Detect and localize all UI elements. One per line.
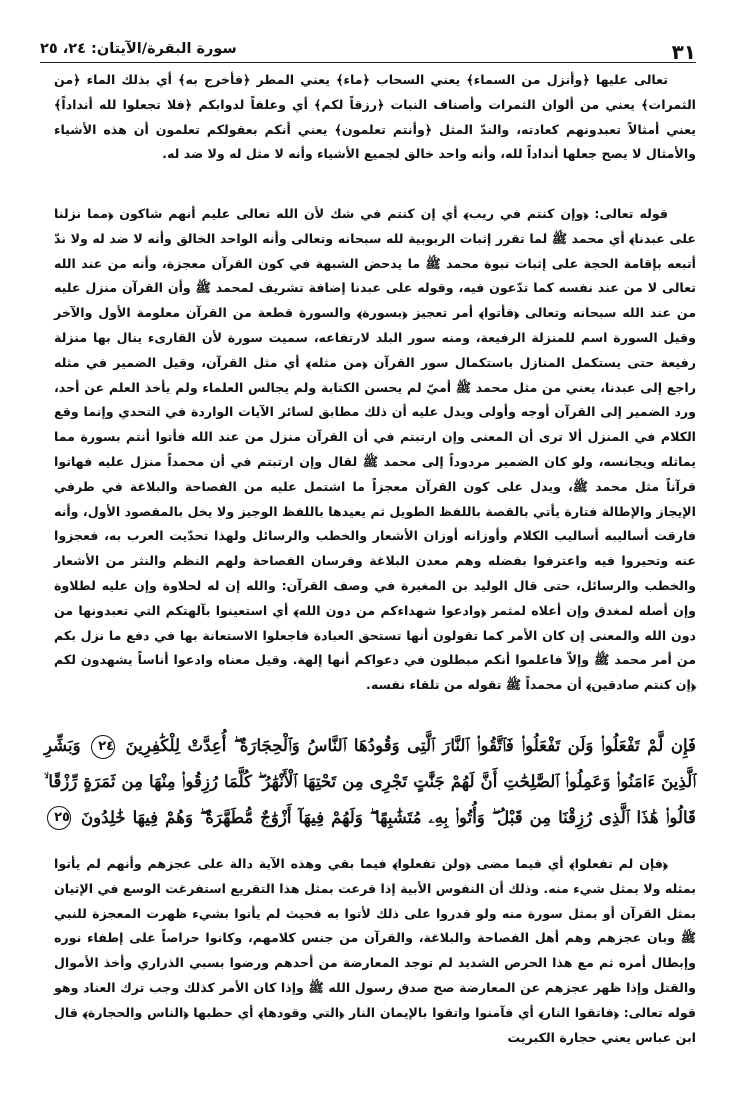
surah-title: سورة البقرة/الآيتان: ٢٤، ٢٥ bbox=[40, 41, 237, 57]
paragraph-verse-24: ﴿فإن لم تفعلوا﴾ أي فيما مضى ﴿ولن تفعلوا﴾ فيما بقي وهذه الآية دالة على عجزهم وأنهم لم يأتوا بمثله ولا بمثل شيء منه. وذلك أن النفوس الأبية إذا قرعت بمثل هذا التقريع استفرغت الوسع في الإتيان بمثل القرآن أو بمثل سورة منه ولو قدروا على ذلك لأتوا به فحيث لم يأتوا بشيء ظهرت المعجزة للنبي ﷺ وبان عجزهم وهم أهل الفصاحة والبلاغة، والقرآن من جنس كلامهم، وكانوا حراصاً على إطفاء نوره وإبطال أمره ثم مع هذا الحرص الشديد لم توجد المعارضة من أحدهم ورضوا بسبي الذراري وأخذ الأموال والقتل وإذا ظهر عجزهم عن المعارضة صح صدق رسول الله ﷺ وإذا كان الأمر كذلك وجب ترك العناد وهو قوله تعالى: ﴿فاتقوا النار﴾ أي فآمنوا واتقوا بالإيمان النار ﴿التي وقودها﴾ أي حطبها ﴿الناس والحجارة﴾ قال ابن عباس يعني حجارة الكبريت bbox=[54, 856, 696, 1045]
verse-number-25: ٢٥ bbox=[47, 806, 71, 830]
verse-25: وَبَشِّرِ ٱلَّذِينَ ءَامَنُوا۟ وَعَمِلُوا۟ ٱلصَّٰلِحَٰتِ أَنَّ لَهُمْ جَنَّٰتٍ تَجْرِى مِن تَحْتِهَا ٱلْأَنْهَٰرُ ۖ كُلَّمَا رُزِقُوا۟ مِنْهَا مِن ثَمَرَةٍ رِّزْقًا ۙ قَالُوا۟ هَٰذَا ٱلَّذِى رُزِقْنَا مِن قَبْلُ ۖ وَأُتُوا۟ بِهِۦ مُتَشَٰبِهًا ۖ وَلَهُمْ فِيهَآ أَزْوَٰجٌ مُّطَهَّرَةٌ ۖ وَهُمْ فِيهَا خَٰلِدُونَ bbox=[44, 735, 696, 827]
paragraph-continuation: تعالى عليها ﴿وأنزل من السماء﴾ يعني السحاب ﴿ماء﴾ يعني المطر ﴿فأخرج به﴾ أي بذلك الماء ﴿من الثمرات﴾ يعني من ألوان الثمرات وأصناف النبات ﴿رزقاً لكم﴾ أي وعلفاً لدوابكم ﴿فلا تجعلوا لله أنداداً﴾ يعني أمثالاً تعبدونهم كعادته، والندّ المثل ﴿وأنتم تعلمون﴾ يعني أنكم بعقولكم تعلمون أن هذه الأشياء والأمثال لا يصح جعلها أنداداً لله، وأنه واحد خالق لجميع الأشياء وأنه لا مثل له ولا ضد له. bbox=[54, 72, 696, 162]
verse-24: فَإِن لَّمْ تَفْعَلُوا۟ وَلَن تَفْعَلُوا۟ فَٱتَّقُوا۟ ٱلنَّارَ ٱلَّتِى وَقُودُهَا ٱلنَّاسُ وَٱلْحِجَارَةُ ۖ أُعِدَّتْ لِلْكَٰفِرِينَ bbox=[125, 735, 696, 755]
commentary-block-3 bbox=[54, 852, 696, 1092]
header-rule bbox=[40, 62, 696, 63]
page-number: ٣١ bbox=[671, 40, 696, 64]
quran-verses bbox=[44, 728, 696, 852]
commentary-block-2 bbox=[54, 202, 696, 722]
page-header bbox=[40, 38, 696, 64]
verse-number-24: ٢٤ bbox=[91, 735, 115, 759]
paragraph-verse-23: قوله تعالى: ﴿وإن كنتم في ريب﴾ أي إن كنتم في شك لأن الله تعالى عليم أنهم شاكون ﴿مما نزلنا على عبدنا﴾ أي محمد ﷺ لما تقرر إثبات الربوبية لله سبحانه وتعالى وأنه الواحد الخالق وأنه لا ضد له ولا ندّ أتبعه بإقامة الحجة على إثبات نبوة محمد ﷺ ما يدحض الشبهة في كون القرآن معجزة، وأنه من عند الله تعالى لا من عند نفسه كما تدّعون فيه، وقوله على عبدنا إضافة تشريف لمحمد ﷺ وأن القرآن منزل عليه من عند الله سبحانه وتعالى ﴿فأتوا﴾ أمر تعجيز ﴿بسورة﴾ والسورة قطعة من القرآن معلومة الأول والآخر وقيل السورة اسم للمنزلة الرفيعة، ومنه سور البلد لارتفاعه، سميت سورة لأن القارىء ينال بها منزلة رفيعة حتى يستكمل المنازل باستكمال سور القرآن ﴿من مثله﴾ أي مثل القرآن، وقيل الضمير في مثله راجع إلى عبدنا، يعني من مثل محمد ﷺ أميّ لم يحسن الكتابة ولم يجالس العلماء ولم يأخذ العلم عن أحد، ورد الضمير إلى القرآن أوجه وأولى ويدل عليه أن ذلك مطابق لسائر الآيات الواردة في التحدي وإنما وقع الكلام في المنزل ألا ترى أن المعنى وإن ارتبتم في أن القرآن منزل من عند الله فأتوا أنتم بسورة مما يماثله ويجانسه، ولو كان الضمير مردوداً إلى محمد ﷺ لقال وإن ارتبتم في أن محمداً منزل عليه فهاتوا قرآناً مثل محمد ﷺ، ويدل على كون القرآن معجزاً ما اشتمل عليه من الفصاحة والبلاغة في طرفي الإيجاز والإطالة فتارة يأتي بالقصة باللفظ الطويل ثم يعيدها باللفظ الوجيز ولا يخل بالمقصود الأول، وأنه فارقت أساليبه أساليب الكلام وأوزانه أوزان الأشعار والخطب والرسائل ولهذا تحدّيت العرب به، فعجزوا عنه وتحيروا فيه واعترفوا بفضله وهم معدن البلاغة وفرسان الفصاحة ولهم النظم والنثر من الأشعار والخطب والرسائل، حتى قال الوليد بن المغيرة في وصف القرآن: والله إن له لحلاوة وإن عليه لطلاوة وإن أصله لمغدق وإن أعلاه لمثمر ﴿وادعوا شهداءكم من دون الله﴾ أي استعينوا بآلهتكم التي تعبدونها من دون الله والمعنى إن كان الأمر كما تقولون أنها تستحق العبادة فاجعلوا الاستعانة بها في دفع ما نزل بكم من أمر محمد ﷺ وإلاّ فاعلموا أنكم مبطلون في دعواكم أنها إلهة. وقيل معناه وادعوا أناساً يشهدون لكم ﴿إن كنتم صادقين﴾ أن محمداً ﷺ تقوله من تلقاء نفسه. bbox=[54, 206, 696, 693]
commentary-block-1 bbox=[54, 68, 696, 190]
